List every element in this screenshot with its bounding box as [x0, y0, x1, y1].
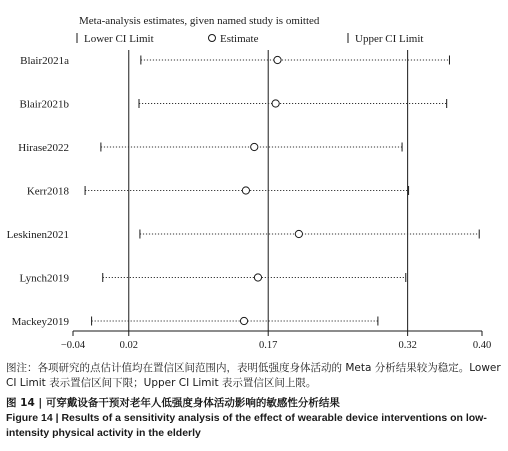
study-rows: [7, 55, 480, 328]
x-tick-label: 0.40: [472, 340, 492, 350]
study-row: [20, 273, 406, 285]
figure-note: 图注：各项研究的点估计值均在置信区间范围内，表明低强度身体活动的 Meta 分析结果较为稳定。Lower CI Limit 表示置信区间下限；Upper CI Limit 表示置信区间上限。: [6, 362, 501, 389]
estimate-point: [251, 143, 258, 150]
study-label: Hirase2022: [18, 142, 69, 154]
study-label: Blair2021a: [20, 55, 69, 67]
study-label: Kerr2018: [26, 185, 69, 198]
estimate-point: [240, 317, 247, 324]
figure-caption-cn: 图 14 | 可穿戴设备干预对老年人低强度身体活动影响的敏感性分析结果: [6, 397, 340, 409]
legend-upper-label: Upper CI Limit: [355, 33, 424, 45]
x-tick-label: 0.32: [398, 340, 417, 350]
legend-lower-label: Lower CI Limit: [84, 33, 154, 45]
study-row: [27, 186, 409, 198]
study-label: Blair2021b: [19, 98, 69, 111]
x-tick-label: 0.17: [259, 340, 278, 350]
study-row: [20, 99, 447, 111]
x-tick-label: −0.04: [60, 340, 86, 350]
legend-estimate-marker: [209, 35, 216, 42]
study-label: Mackey2019: [11, 316, 69, 328]
x-tick-label: 0.02: [119, 340, 138, 350]
figure-caption-en: Figure 14 | Results of a sensitivity analysis of the effect of wearable device interventions on low-intensity physical activity in the elderly: [6, 412, 487, 439]
study-row: [12, 316, 378, 328]
study-row: [7, 229, 480, 241]
chart-title: Meta-analysis estimates, given named study is omitted: [79, 15, 320, 27]
estimate-point: [274, 56, 281, 63]
study-row: [20, 55, 449, 67]
estimate-point: [254, 274, 261, 281]
study-row: [18, 142, 402, 154]
estimate-point: [242, 187, 249, 194]
estimate-point: [272, 100, 279, 107]
legend-estimate-label: Estimate: [220, 33, 259, 45]
estimate-point: [295, 230, 302, 237]
study-label: Leskinen2021: [6, 229, 69, 241]
study-label: Lynch2019: [19, 272, 69, 285]
legend: [77, 33, 423, 45]
x-axis-ticks: [61, 331, 491, 350]
